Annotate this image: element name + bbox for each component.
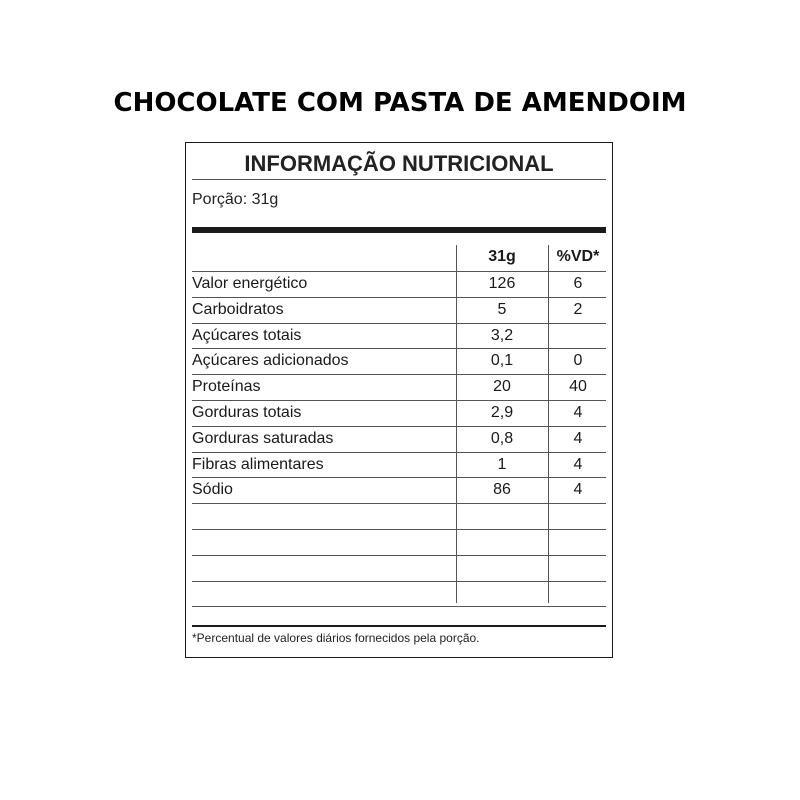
nutrition-facts-label — [185, 142, 613, 658]
column-header-amount: 31g — [488, 248, 516, 265]
row-divider — [192, 581, 606, 582]
row-divider — [192, 323, 606, 324]
nutrient-vd: 2 — [573, 300, 583, 318]
divider — [192, 179, 606, 180]
nutrient-amount: 2,9 — [490, 404, 514, 421]
nutrient-amount: 1 — [497, 455, 507, 473]
nutrient-vd: 40 — [569, 378, 587, 396]
row-divider — [192, 297, 606, 298]
row-divider — [192, 348, 606, 349]
footnote-divider — [192, 625, 606, 627]
nutrient-name: Valor energético — [192, 275, 308, 292]
nutrient-amount: 20 — [493, 378, 511, 396]
nutrient-amount: 86 — [493, 481, 511, 499]
label-heading: INFORMAÇÃO NUTRICIONAL — [244, 151, 554, 176]
row-divider — [192, 529, 606, 530]
thick-divider — [192, 227, 606, 233]
column-divider-amount — [456, 245, 457, 603]
row-divider — [192, 477, 606, 478]
nutrient-vd: 4 — [573, 455, 583, 473]
row-divider — [192, 503, 606, 504]
nutrient-vd: 4 — [573, 404, 583, 421]
nutrient-vd: 0 — [573, 352, 583, 370]
column-header-vd: %VD* — [556, 248, 600, 265]
product-title: CHOCOLATE COM PASTA DE AMENDOIM — [113, 88, 687, 118]
nutrient-name: Proteínas — [192, 378, 261, 396]
nutrient-name: Gorduras totais — [192, 404, 302, 421]
nutrient-name: Fibras alimentares — [192, 455, 324, 473]
row-divider — [192, 555, 606, 556]
nutrient-vd: 4 — [573, 481, 583, 499]
row-divider — [192, 400, 606, 401]
column-divider-vd — [548, 245, 549, 603]
serving-size: Porção: 31g — [192, 191, 279, 208]
nutrient-amount: 5 — [497, 300, 507, 318]
nutrient-vd: 6 — [573, 275, 583, 292]
nutrient-name: Carboidratos — [192, 300, 284, 318]
nutrient-amount: 3,2 — [490, 326, 514, 344]
nutrient-amount: 126 — [488, 275, 516, 292]
row-divider — [192, 426, 606, 427]
nutrient-name: Açúcares adicionados — [192, 352, 349, 370]
nutrient-amount: 0,1 — [490, 352, 514, 370]
row-divider — [192, 374, 606, 375]
nutrient-name: Açúcares totais — [192, 326, 302, 344]
nutrient-name: Sódio — [192, 481, 233, 499]
nutrient-amount: 0,8 — [490, 429, 514, 447]
footnote: *Percentual de valores diários fornecidos pela porção. — [192, 631, 480, 645]
row-divider — [192, 271, 606, 272]
nutrient-vd: 4 — [573, 429, 583, 447]
row-divider — [192, 606, 606, 607]
row-divider — [192, 452, 606, 453]
nutrient-name: Gorduras saturadas — [192, 429, 334, 447]
